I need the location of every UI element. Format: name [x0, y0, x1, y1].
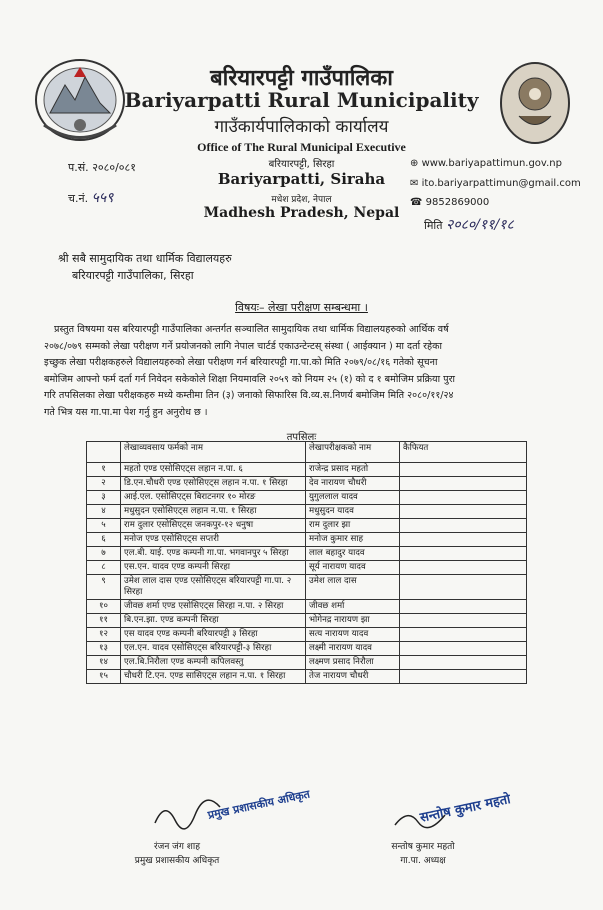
row-firm: राम दुलार एसोसिएट्स जनकपुर-१२ धनुषा — [121, 519, 306, 533]
row-sn: ३ — [87, 491, 121, 505]
table-row — [87, 628, 527, 642]
row-sn: ९ — [87, 575, 121, 600]
table-row — [87, 463, 527, 477]
municipality-name-np: बरियारपट्टी गाउँपालिका — [210, 66, 393, 91]
table-row — [87, 505, 527, 519]
row-remarks — [400, 547, 527, 561]
row-sn: १ — [87, 463, 121, 477]
audit-firms-table — [86, 441, 527, 684]
row-firm: एल.बी. याई. एण्ड कम्पनी गा.पा. भगवानपुर ५ सिरहा — [121, 547, 306, 561]
row-auditor: सत्य नारायण यादव — [306, 628, 400, 642]
table-row — [87, 477, 527, 491]
right-signatory — [358, 840, 488, 868]
left-signature-icon — [150, 795, 230, 835]
table-row — [87, 575, 527, 600]
row-auditor: जीवछ शर्मा — [306, 600, 400, 614]
dispatch-number: च.नं. ५५९ — [68, 190, 114, 206]
letter-date: मिति २०८०/११/१८ — [424, 217, 514, 233]
right-signature-icon — [390, 800, 450, 835]
row-auditor: राजेन्द्र प्रसाद महतो — [306, 463, 400, 477]
row-remarks — [400, 533, 527, 547]
row-remarks — [400, 575, 527, 600]
province-en: Madhesh Pradesh, Nepal — [203, 205, 400, 221]
row-firm: एल.बि.निरौला एण्ड कम्पनी कपिलवस्तु — [121, 656, 306, 670]
row-firm: उमेश लाल दास एण्ड एसोसिएट्स बरियारपट्टी गा.पा. २ सिरहा — [121, 575, 306, 600]
row-remarks — [400, 600, 527, 614]
row-firm: महतो एण्ड एसोसिएट्स लहान न.पा. ६ — [121, 463, 306, 477]
row-sn: १३ — [87, 642, 121, 656]
table-row — [87, 600, 527, 614]
row-sn: ७ — [87, 547, 121, 561]
row-auditor: युगुललाल यादव — [306, 491, 400, 505]
office-name-en: Office of The Rural Municipal Executive — [197, 140, 406, 154]
place-en: Bariyarpatti, Siraha — [217, 170, 386, 188]
row-firm: जीवछ शर्मा एण्ड एसोसिएट्स सिरहा न.पा. २ सिरहा — [121, 600, 306, 614]
addressee-line-1: श्री सबै सामुदायिक तथा धार्मिक विद्यालयहरु — [58, 252, 232, 265]
right-signatory-name: सन्तोष कुमार महतो — [391, 842, 455, 852]
table-row — [87, 642, 527, 656]
row-auditor: मधुसुदन यादव — [306, 505, 400, 519]
row-firm: आई.एल. एसोसिएट्स बिराटनगर १० मोरङ — [121, 491, 306, 505]
row-auditor: लाल बहादुर यादव — [306, 547, 400, 561]
table-row — [87, 561, 527, 575]
table-body — [87, 463, 527, 684]
row-auditor: सूर्य नारायण यादव — [306, 561, 400, 575]
row-firm: बि.एन.झा. एण्ड कम्पनी सिरहा — [121, 614, 306, 628]
table-row — [87, 656, 527, 670]
row-sn: १० — [87, 600, 121, 614]
table-row — [87, 533, 527, 547]
subject-line: विषयः– लेखा परीक्षण सम्बन्धमा । — [235, 301, 368, 314]
header-sn — [87, 442, 121, 463]
row-sn: ६ — [87, 533, 121, 547]
phone: ☎ 9852869000 — [410, 197, 490, 208]
row-remarks — [400, 561, 527, 575]
row-remarks — [400, 519, 527, 533]
row-remarks — [400, 642, 527, 656]
table-row — [87, 670, 527, 684]
table-header-row — [87, 442, 527, 463]
table-row — [87, 519, 527, 533]
row-firm: चौधरी टि.एन. एण्ड सासिएट्स लहान न.पा. १ सिरहा — [121, 670, 306, 684]
header-remarks: कैफियत — [400, 442, 527, 463]
right-stamp: सन्तोष कुमार महतो — [418, 791, 512, 826]
row-remarks — [400, 670, 527, 684]
municipality-name-en: Bariyarpatti Rural Municipality — [124, 88, 479, 112]
row-auditor: उमेश लाल दास — [306, 575, 400, 600]
office-name-np: गाउँकार्यपालिकाको कार्यालय — [214, 117, 389, 137]
row-auditor: लक्ष्मी नारायण यादव — [306, 642, 400, 656]
row-auditor: भोगेनद्र नारायण झा — [306, 614, 400, 628]
row-firm: मनोज एण्ड एसोसिएट्स सप्तरी — [121, 533, 306, 547]
row-firm: एल.एन. यादव एसोसिएट्स बरियारपट्टी-३ सिरहा — [121, 642, 306, 656]
row-remarks — [400, 614, 527, 628]
province-np: मधेश प्रदेश, नेपाल — [271, 195, 332, 205]
row-sn: १४ — [87, 656, 121, 670]
left-stamp: प्रमुख प्रशासकीय अधिकृत — [206, 787, 312, 822]
row-auditor: मनोज कुमार साह — [306, 533, 400, 547]
row-sn: १२ — [87, 628, 121, 642]
row-remarks — [400, 477, 527, 491]
row-remarks — [400, 491, 527, 505]
row-remarks — [400, 505, 527, 519]
row-auditor: राम दुलार झा — [306, 519, 400, 533]
row-sn: ४ — [87, 505, 121, 519]
row-auditor: लक्ष्मण प्रसाद निरौला — [306, 656, 400, 670]
row-sn: २ — [87, 477, 121, 491]
row-sn: ८ — [87, 561, 121, 575]
row-auditor: देव नारायण चौधरी — [306, 477, 400, 491]
row-sn: ५ — [87, 519, 121, 533]
row-firm: मधुसुदन एसोसिएट्स लहान न.पा. १ सिरहा — [121, 505, 306, 519]
table-row — [87, 614, 527, 628]
row-remarks — [400, 656, 527, 670]
row-firm: डि.एन.चौधरी एण्ड एसोसिएट्स लहान न.पा. १ सिरहा — [121, 477, 306, 491]
tapasil-label: तपसिलः — [286, 432, 317, 443]
addressee-line-2: बरियारपट्टी गाउँपालिका, सिरहा — [72, 269, 194, 282]
row-auditor: तेज नारायण चौधरी — [306, 670, 400, 684]
website: ⊕ www.bariyapattimun.gov.np — [410, 158, 562, 169]
row-firm: एस यादव एण्ड कम्पनी बरियारपट्टी ३ सिरहा — [121, 628, 306, 642]
left-signatory — [112, 840, 242, 868]
right-signatory-title: गा.पा. अध्यक्ष — [400, 856, 446, 866]
letter-number: प.सं. २०८०/०८१ — [68, 161, 136, 174]
row-firm: एस.एन. यादव एण्ड कम्पनी सिरहा — [121, 561, 306, 575]
row-sn: १५ — [87, 670, 121, 684]
row-remarks — [400, 628, 527, 642]
addressee — [58, 250, 232, 284]
header-firm: लेखाव्यवसाय फर्मको नाम — [121, 442, 306, 463]
left-signatory-title: प्रमुख प्रशासकीय अधिकृत — [134, 856, 220, 866]
place-np: बरियारपट्टी, सिरहा — [268, 159, 335, 170]
header-auditor: लेखापरीक्षकको नाम — [306, 442, 400, 463]
row-sn: ११ — [87, 614, 121, 628]
left-signatory-name: रंजन जंग शाह — [153, 842, 201, 852]
table-row — [87, 491, 527, 505]
row-remarks — [400, 463, 527, 477]
email: ✉ ito.bariyarpattimun@gmail.com — [410, 178, 581, 189]
body-paragraph: प्रस्तुत विषयमा यस बरियारपट्टी गाउँपालिका अन्तर्गत सञ्चालित सामुदायिक तथा धार्मिक विद्यालयहरुको आर्थिक वर्ष २०७८/०७९ सम्मको लेखा परीक्षण गर्ने प्रयोजनको लागि नेपाल चार्टर्ड एकाउन्टेन्टस् संस्था ( आईक्यान ) मा दर्ता रहेका इच्छुक लेखा परीक्षकहरुले विद्यालयहरुको लेखा परीक्षण गर्न बरियारपट्टी गा.पा.को मिति २०७९/०८/१६ गतेको सूचना बमोजिम आफ्नो फर्म दर्ता गर्न निवेदन सकेकोले शिक्षा नियमावलि २०५९ को नियम २५ (१) को द १ बमोजिम प्रक्रिया पुरा गरि तपसिलका लेखा परीक्षकहरु मध्ये कम्तीमा तिन (३) जनाको सिफारिस वि.व्य.स.निणर्य बमोजिम मिति २०८०/११/२४ गते भित्र यस गा.पा.मा पेश गर्नु हुन अनुरोध छ । — [44, 324, 456, 418]
table-row — [87, 547, 527, 561]
